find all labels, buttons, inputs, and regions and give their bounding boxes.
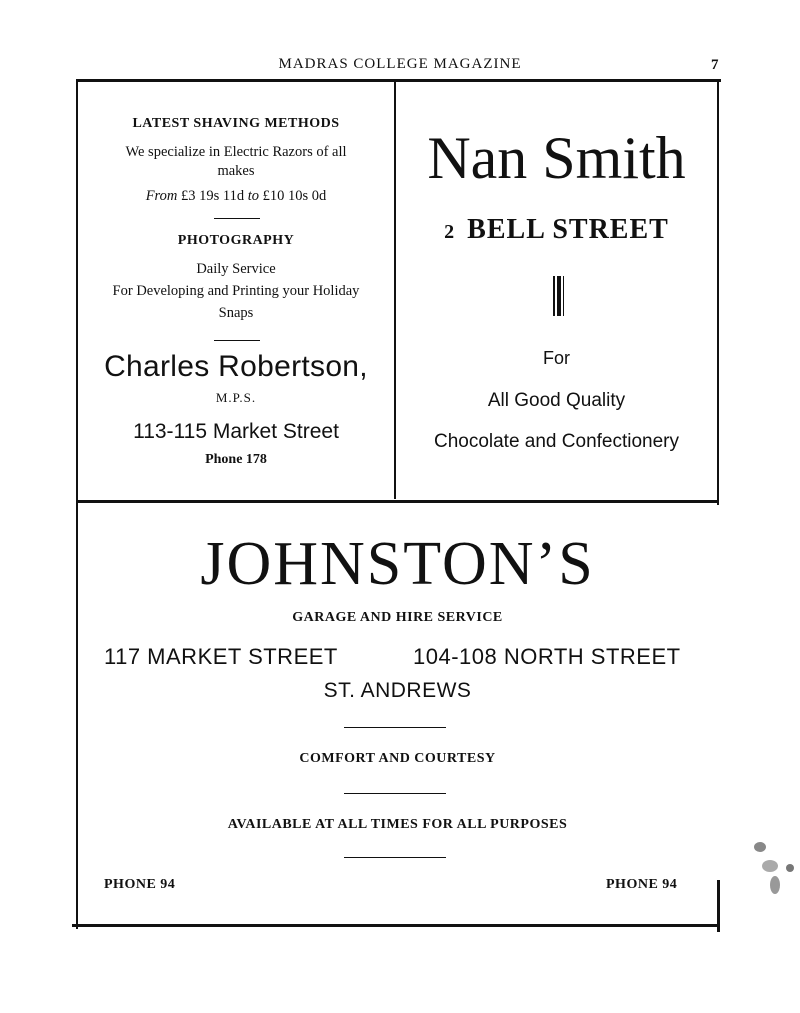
separator-line (344, 727, 446, 728)
bell-street-line (396, 214, 717, 246)
phone-left: PHONE 94 (104, 877, 176, 892)
magazine-title: MADRAS COLLEGE MAGAZINE (278, 56, 522, 72)
address-right: 104-108 NORTH STREET (413, 644, 681, 669)
street-name: BELL STREET (467, 214, 669, 245)
price-line (78, 188, 394, 205)
section-divider (76, 500, 719, 503)
razors-line: We specialize in Electric Razors of all (125, 144, 347, 160)
scan-smudge (770, 876, 780, 894)
ornament-bar (563, 276, 564, 316)
nan-smith-name: Nan Smith (427, 125, 686, 191)
daily-service: Daily Service (196, 261, 276, 277)
quality-line: All Good Quality (487, 390, 626, 411)
price-low: £3 19s 11d (181, 188, 245, 204)
bottom-rule (72, 924, 720, 927)
johnstons-name: JOHNSTON’S (200, 530, 595, 598)
street-number: 2 (444, 221, 456, 243)
ornament-bar (553, 276, 555, 316)
robertson-qualification: M.P.S. (215, 390, 257, 405)
razors-line-2: makes (217, 163, 255, 179)
price-high: £10 10s 0d (262, 188, 327, 204)
snaps-line: Snaps (218, 305, 254, 321)
shaving-heading: LATEST SHAVING METHODS (132, 116, 340, 131)
top-rule (76, 79, 721, 82)
address-left: 117 MARKET STREET (104, 644, 338, 669)
separator-line (344, 857, 446, 858)
price-to: to (247, 188, 260, 204)
scan-smudge (762, 860, 778, 872)
ornament-bar (557, 276, 561, 316)
robertson-address: 113-115 Market Street (133, 420, 339, 443)
price-from: From (145, 188, 178, 204)
scan-smudge (786, 864, 794, 872)
separator-line (344, 793, 446, 794)
phone-right: PHONE 94 (606, 877, 678, 892)
developing-line: For Developing and Printing your Holiday (112, 283, 360, 299)
for-line: For (543, 348, 570, 368)
slogan: COMFORT AND COURTESY (299, 751, 496, 766)
availability-line: AVAILABLE AT ALL TIMES FOR ALL PURPOSES (227, 817, 568, 832)
chocolate-line: Chocolate and Confectionery (433, 431, 680, 452)
right-border-upper (717, 79, 719, 505)
separator-line (214, 218, 260, 219)
scan-smudge (754, 842, 766, 852)
garage-subtitle: GARAGE AND HIRE SERVICE (292, 610, 503, 625)
robertson-phone: Phone 178 (205, 452, 267, 467)
town-name: ST. ANDREWS (323, 679, 472, 702)
photography-heading: PHOTOGRAPHY (177, 233, 295, 248)
robertson-name: Charles Robertson, (104, 350, 368, 383)
separator-line (214, 340, 260, 341)
page-number: 7 (711, 57, 719, 73)
left-border (76, 79, 78, 929)
